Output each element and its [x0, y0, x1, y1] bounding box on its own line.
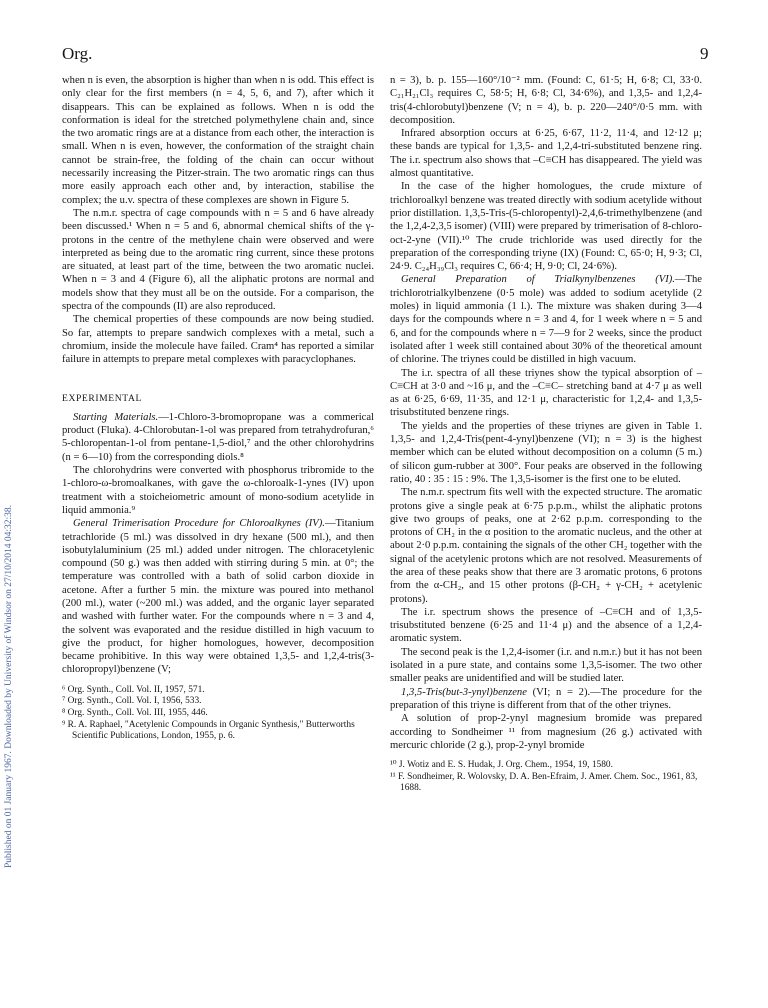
paragraph-body: —1-Chloro-3-bromopropane was a commerical product (Fluka). 4-Chlorobutan-1-ol was prepared from tetrahydrofuran,⁶ 5-chloropentan-1-ol from pentane-1,5-diol,⁷ and the other chlorohydrins (n = 6—10) from the corresponding diols.⁸: [62, 411, 374, 463]
download-notice-text: Published on 01 January 1967. Downloaded by University of Windsor on 27/10/2014 04:32:38.: [4, 504, 14, 868]
paragraph: The chemical properties of these compounds are now being studied. So far, attempts to prepare sandwich complexes with a metal, such a chromium, inside the molecule have failed. Cram⁴ has reported a similar failure in attempts to prepare metal complexes with paracyclophanes.: [62, 314, 374, 366]
paragraph: [62, 517, 374, 677]
paragraph: The second peak is the 1,2,4-isomer (i.r. and n.m.r.) but it has not been isolated in a pure state, and contains some 1,3,5-isomer. The two other smaller peaks are unidentified and will be studied later.: [390, 646, 702, 685]
footnotes: [62, 685, 374, 743]
paragraph: The chlorohydrins were converted with phosphorus tribromide to the 1-chloro-ω-bromoalkanes, with gave the ω-chloroalk-1-ynes (IV) upon treatment with a stoicheiometric amount of mono-sodium acetylide in liquid ammonia.⁹: [62, 465, 374, 516]
paragraph: The n.m.r. spectrum fits well with the expected structure. The aromatic protons give a single peak at 6·75 p.p.m., whilst the aliphatic protons give two groups of peaks, one at 2·62 p.p.m. corresponding to the protons of CH₂ in the α position to the aromatic nucleus, and the other at about 2·0 p.p.m. containing the signals of the other CH₂ together with the signal of the acetylenic protons which are not resolved. Measurements of the area of these peaks show that there are 3 aromatic protons, 6 protons from the α-CH₂, and 15 other protons (β-CH₂ + γ-CH₂ + acetylenic protons).: [390, 487, 702, 605]
paragraph: The n.m.r. spectra of cage compounds with n = 5 and 6 have already been discussed.¹ When n = 5 and 6, abnormal chemical shifts of the γ-protons in the centre of the methylene chain were observed and were interpreted as being due to the aromatic ring current, since these protons are situated, at least part of the time, between the two aromatic nuclei. When n = 3 and 4 (Figure 6), all the aliphatic protons are normal and models show that they must all be on the outside. For a comparison, the spectra of the compounds (II) are also reproduced.: [62, 207, 374, 313]
paragraph: A solution of prop-2-ynyl magnesium bromide was prepared according to Sondheimer ¹¹ from magnesium (26 g.) activated with mercuric chloride (2 g.), prop-2-ynyl bromide: [390, 713, 702, 751]
footnote: ⁸ Org. Synth., Coll. Vol. III, 1955, 446.: [62, 707, 208, 718]
footnote: ⁹ R. A. Raphael, "Acetylenic Compounds in Organic Synthesis," Butterworths Scientific Publications, London, 1955, p. 6.: [62, 719, 355, 742]
paragraph-body: —The trichlorotrialkylbenzene (0·5 mole) was added to sodium acetylide (2 moles) in liquid ammonia (1 l.). The mixture was shaken during 3—4 days for the compounds where n = 3 and 4, for 1 week where n = 5 and 6, and for the compounds where n = 7—9 for 2 weeks, since the product isolated after 1 week still contained about 30% of the theoretical amount of chlorine. The triynes could be distilled in high vacuum.: [390, 274, 702, 366]
paragraph: Infrared absorption occurs at 6·25, 6·67, 11·2, 11·4, and 12·12 μ; these bands are typical for 1,3,5- and 1,2,4-tri-substituted benzene ring. The i.r. spectrum also shows that –C≡CH has disappeared. The yield was almost quantitative.: [390, 128, 702, 180]
download-notice: [4, 148, 16, 868]
paragraph: [390, 273, 702, 366]
spacer: [62, 367, 374, 381]
paragraph: when n is even, the absorption is higher than when n is odd. This effect is only clear for the first members (n = 4, 5, 6, and 7), after which it disappears. This can be explained as follows. When n is odd the conformation is ideal for the stretched polymethylene chain and, since the two aromatic rings are at a distance from each other, the interaction is small. When n is even, however, the conformation of the straight chain cannot be strain-free, the folding of the chain can occur without necessarily increasing the Pitzer-strain. The two aromatic rings can thus more easily approach each other and, by interaction, stabilise the complex; the u.v. spectra of these complexes are shown in Figure 5.: [62, 75, 374, 206]
paragraph: The i.r. spectrum shows the presence of –C≡CH and of 1,3,5-trisubstituted benzene (6·25 and 11·4 μ) and the absence of a 1,2,4-aromatic system.: [390, 606, 702, 645]
paragraph-title: General Preparation of Trialkynylbenzenes (VI).: [401, 274, 675, 286]
paragraph-title: 1,3,5-Tris(but-3-ynyl)benzene: [401, 686, 527, 698]
footnote: ⁷ Org. Synth., Coll. Vol. I, 1956, 533.: [62, 696, 202, 707]
paragraph-title: General Trimerisation Procedure for Chloroalkynes (IV).: [73, 518, 325, 530]
left-column: [62, 74, 374, 743]
paragraph: In the case of the higher homologues, the crude mixture of trichloroalkyl benzene was treated directly with sodium acetylide without prior distillation. 1,3,5-Tris-(5-chloropentyl)-2,4,6-trimethylbenzene (and the 1,2,4-2,3,5 isomer) (VIII) were prepared by trimerisation of 8-chloro-oct-2-yne (VII).¹⁰ The crude trichloride was used directly for the preparation of the corresponding triyne (IX) (Found: C, 65·0; H, 9·3; Cl, 24·9. C₂₄H₃₉Cl₃ requires C, 66·4; H, 9·0; Cl, 24·6%).: [390, 181, 702, 273]
paragraph: n = 3), b. p. 155—160°/10⁻² mm. (Found: C, 61·5; H, 6·8; Cl, 33·0. C₂₁H₂₁Cl₃ requires C, 58·5; H, 6·8; Cl, 34·6%), and 1,3,5- and 1,2,4-tris(4-chlorobutyl)benzene (V; n = 4), b. p. 220—240°/0·5 mm. with decomposition.: [390, 75, 702, 126]
paragraph-body: —Titanium tetrachloride (5 ml.) was dissolved in dry hexane (500 ml.), and then isobutylaluminium (25 ml.) added under nitrogen. The chloracetylenic compound (50 g.) was then added with stirring during 5 min. at 0°; the temperature was controlled with a bath of solid carbon dioxide in acetone. After a further 5 min. the mixture was poured into methanol (200 ml.), water (~200 ml.) was added, and the organic layer separated and washed with further water. For the compounds where n = 3 and 4, the solvent was evaporated and the residue distilled in high vacuum to give the product, for higher homologues, however, decomposition became prohibitive. In this way were obtained 1,3,5- and 1,2,4-tris(3-chloropropyl)benzene (V;: [62, 518, 374, 676]
paragraph: The yields and the properties of these triynes are given in Table 1. 1,3,5- and 1,2,4-Tris(pent-4-ynyl)benzene (VI); n = 3) is the highest member which can be eluted without decomposition on a column (5 m.) of silicon gum-rubber at 300°. Four peaks are observed in the following ratio, 40 : 35 : 15 : 9%. The 1,3,5-isomer is the first one to be eluted.: [390, 420, 702, 485]
page-number: 9: [700, 44, 709, 63]
journal-header: Org.: [62, 44, 93, 63]
right-column: [390, 74, 702, 795]
paragraph: [62, 411, 374, 464]
paragraph-body: (VI; n = 2).—The procedure for the preparation of this triyne is different from that of the other triynes.: [390, 686, 702, 711]
section-heading: EXPERIMENTAL: [62, 392, 142, 404]
footnotes: [390, 760, 702, 795]
paragraph: The i.r. spectra of all these triynes show the typical absorption of –C≡CH at 3·0 and ~16 μ, and the –C≡C– stretching band at 4·7 μ as well as at 6·25, 6·69, 11·35, and 12·1 μ, characteristic for 1,2,4- and 1,3,5-trisubstituted benzene rings.: [390, 367, 702, 419]
footnote: ¹⁰ J. Wotiz and E. S. Hudak, J. Org. Chem., 1954, 19, 1580.: [390, 760, 613, 771]
paragraph-title: Starting Materials.: [73, 411, 159, 423]
footnote: ⁶ Org. Synth., Coll. Vol. II, 1957, 571.: [62, 684, 205, 695]
footnote: ¹¹ F. Sondheimer, R. Wolovsky, D. A. Ben-Efraim, J. Amer. Chem. Soc., 1961, 83, 1688.: [390, 771, 698, 794]
paragraph: [390, 686, 702, 713]
